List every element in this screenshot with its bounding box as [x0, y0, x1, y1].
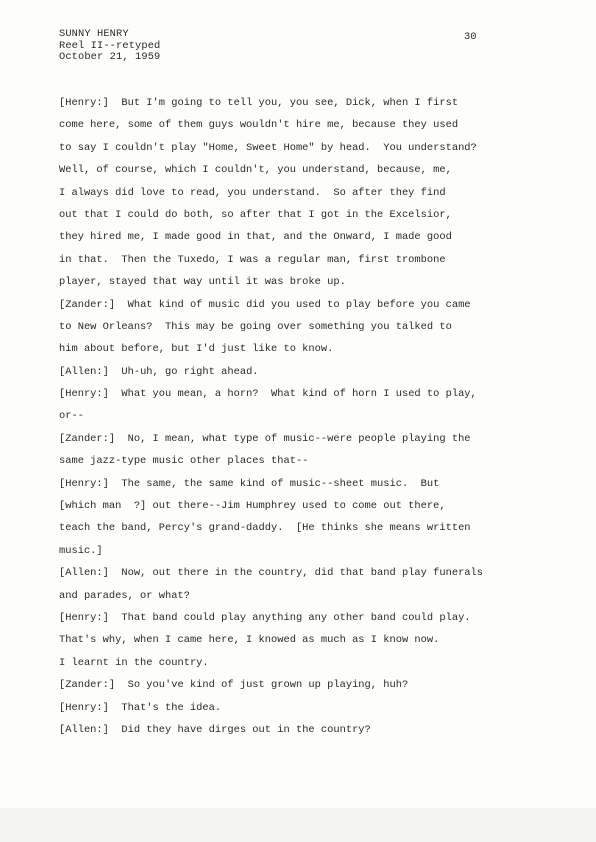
transcript-line — [59, 366, 529, 388]
line-text: come here, some of them guys wouldn't hire me, because they used — [59, 119, 459, 132]
line-text: That band could play anything any other band could play. — [108, 611, 471, 624]
speaker-label: [Henry:] — [59, 97, 109, 109]
interview-date: October 21, 1959 — [59, 51, 161, 63]
transcript-line — [59, 119, 529, 141]
transcript-line — [59, 388, 529, 410]
interviewee-name: SUNNY HENRY — [59, 28, 129, 40]
page-number: 30 — [464, 31, 477, 43]
line-text: him about before, but I'd just like to know. — [59, 343, 334, 356]
line-text: they hired me, I made good in that, and the Onward, I made good — [59, 231, 452, 244]
transcript-line — [59, 634, 529, 656]
transcript-line — [59, 343, 529, 365]
line-text: to say I couldn't play "Home, Sweet Home" by head. You understand? — [59, 141, 477, 154]
transcript-line — [59, 321, 529, 343]
page-bottom-margin — [0, 808, 596, 842]
line-text: [which man ?] out there--Jim Humphrey used to come out there, — [59, 500, 446, 513]
speaker-label: [Henry:] — [59, 611, 109, 624]
transcript-line — [59, 164, 529, 186]
speaker-label: [Allen:] — [59, 567, 109, 580]
transcript-line — [59, 433, 529, 455]
line-text: player, stayed that way until it was broke up. — [59, 276, 346, 289]
transcript-line — [59, 567, 529, 589]
transcript-line — [59, 702, 529, 724]
transcript-line — [59, 142, 529, 164]
speaker-label: [Allen:] — [59, 723, 109, 736]
transcript-line — [59, 522, 529, 544]
line-text: out that I could do both, so after that I got in the Excelsior, — [59, 208, 452, 221]
line-text: Well, of course, which I couldn't, you understand, because, me, — [59, 164, 452, 177]
line-text: or-- — [59, 410, 84, 423]
transcript-line — [59, 276, 529, 298]
line-text: Uh-uh, go right ahead. — [108, 365, 259, 378]
speaker-label: [Henry:] — [59, 477, 109, 490]
speaker-label: [Zander:] — [59, 432, 116, 445]
transcript-line — [59, 612, 529, 634]
transcript-line — [59, 500, 529, 522]
line-text: The same, the same kind of music--sheet music. But — [108, 477, 440, 490]
line-text: What kind of music did you used to play before you came — [115, 298, 471, 311]
line-text: That's the idea. — [108, 701, 222, 714]
line-text: to New Orleans? This may be going over something you talked to — [59, 320, 452, 333]
line-text: What you mean, a horn? What kind of horn I used to play, — [108, 388, 477, 401]
transcript-line — [59, 254, 529, 276]
speaker-label: [Allen:] — [59, 365, 109, 378]
transcript-line — [59, 478, 529, 500]
reel-label: Reel II--retyped — [59, 39, 161, 52]
line-text: in that. Then the Tuxedo, I was a regular man, first trombone — [59, 253, 446, 266]
transcript-line — [59, 724, 529, 746]
line-text: But I'm going to tell you, you see, Dick, when I first — [108, 97, 459, 109]
line-text: I always did love to read, you understand. So after they find — [59, 186, 446, 199]
speaker-label: [Henry:] — [59, 388, 109, 401]
line-text: No, I mean, what type of music--were people playing the — [115, 432, 471, 445]
transcript-line — [59, 187, 529, 209]
transcript-line — [59, 545, 529, 567]
speaker-label: [Zander:] — [59, 679, 116, 692]
transcript-line — [59, 455, 529, 477]
transcript-line — [59, 209, 529, 231]
speaker-label: [Henry:] — [59, 701, 109, 714]
transcript-line — [59, 679, 529, 701]
page-header — [59, 29, 160, 64]
transcript-line — [59, 97, 529, 119]
transcript-line — [59, 657, 529, 679]
transcript-line — [59, 410, 529, 432]
line-text: and parades, or what? — [59, 589, 190, 602]
line-text: teach the band, Percy's grand-daddy. [He thinks she means written — [59, 522, 471, 535]
line-text: Did they have dirges out in the country? — [108, 723, 371, 736]
line-text: I learnt in the country. — [59, 656, 209, 669]
transcript-line — [59, 590, 529, 612]
transcript-body — [59, 97, 529, 746]
transcript-line — [59, 299, 529, 321]
speaker-label: [Zander:] — [59, 298, 116, 311]
line-text: So you've kind of just grown up playing, huh? — [115, 679, 409, 692]
line-text: That's why, when I came here, I knowed as much as I know now. — [59, 634, 440, 647]
line-text: Now, out there in the country, did that band play funerals — [108, 567, 484, 580]
line-text: music.] — [59, 544, 103, 557]
transcript-line — [59, 231, 529, 253]
line-text: same jazz-type music other places that-- — [59, 455, 309, 468]
